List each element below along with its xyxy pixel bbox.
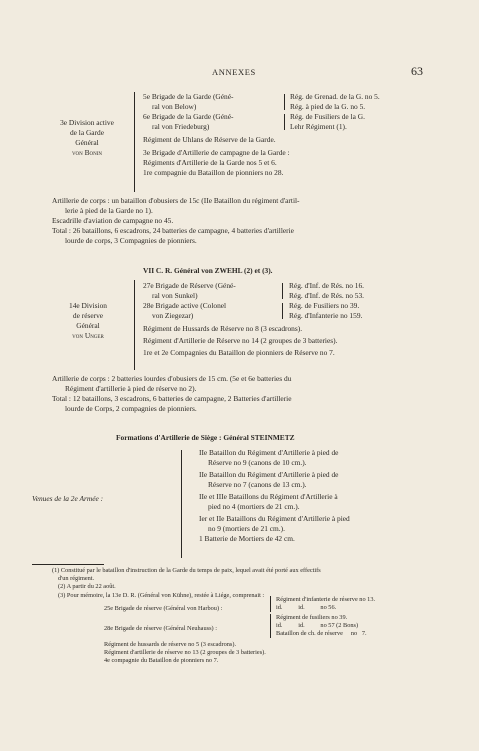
corps-art-2: Artillerie de corps : 2 batteries lourdes d'obusiers de 15 cm. (5e et 6e batteries du Régiment d'artillerie à pied de réserve no 2). Total : 12 bataillons, 3 escadrons, 6 batteries de campagne, 2 Batteries d'artillerie lourde de Corps, 2 compagnies de pionniers.: [52, 374, 292, 413]
div14-label: 14e Division de réserve Général von Unger: [69, 301, 107, 340]
footnote-rule: [32, 564, 104, 565]
div3-label: 3e Division active de la Garde Général von Bonin: [60, 118, 114, 157]
siege-rows: IIe Bataillon du Régiment d'Artillerie à pied de Réserve no 9 (canons de 10 cm.). IIe Bataillon du Régiment d'Artillerie à pied de Réserve no 7 (canons de 13 cm.). IIe et IIIe Bataillons du Régiment d'Artillerie à pied no 4 (mortiers de 21 cm.). Ier et IIe Bataillons du Régiment d'Artillerie à pied no 9 (mortiers de 21 cm.). 1 Batterie de Mortiers de 42 cm.: [199, 448, 350, 543]
page-number: 63: [411, 64, 423, 78]
footnote-b28-label: 28e Brigade de réserve (Général Neuhauss) :: [104, 625, 217, 632]
footnote-b25-items: Régiment d'infanterie de réserve no 13. id. id. no 56.: [276, 596, 376, 612]
div3-right: Rég. de Grenad. de la G. no 5. Rég. à pied de la G. no 5. Rég. de Fusiliers de la G. Lehr Régiment (1).: [290, 92, 380, 131]
siege-brace: [181, 450, 182, 558]
div3-sub-brace-1: [284, 94, 285, 110]
div3-sub-brace-2: [284, 114, 285, 130]
footnote-b25-label: 25e Brigade de réserve (Général von Harbou) :: [104, 605, 223, 612]
div3-rows: 5e Brigade de la Garde (Géné- ral von Below) 6e Brigade de la Garde (Géné- ral von Friedeburg) Régiment de Uhlans de Réserve de la Garde. 3e Brigade d'Artillerie de campagne de la Garde : Régiments d'Artillerie de la Garde nos 5 et 6. 1re compagnie du Bataillon de pionniers no 28.: [143, 92, 290, 177]
running-header: ANNEXES: [212, 67, 256, 77]
div14-sub-brace-2: [282, 303, 283, 319]
div3-brace: [134, 92, 135, 192]
footnote-b25-brace: [270, 596, 271, 612]
corps-art-1: Artillerie de corps : un bataillon d'obusiers de 15c (IIe Bataillon du régiment d'artil- lerie à pied de la Garde no 1). Escadrille d'aviation de campagne no 45. Total : 26 bataillons, 6 escadrons, 24 batteries de campagne, 4 batteries d'artillerie lourde de corps, 3 Compagnies de pionniers.: [52, 196, 300, 245]
siege-label: Venues de la 2e Armée :: [32, 494, 104, 503]
footnotes: (1) Constitué par le bataillon d'instruction de la Garde du temps de paix, lequel avait été porté aux effectifs d'un régiment. (2) A partir du 22 août. (3) Pour mémoire, la 13e D. R. (Général von Kühne), restée à Liége, comprenait :: [52, 567, 321, 599]
vii-title: VII C. R. Général von ZWEHL (2) et (3).: [143, 266, 273, 275]
footnote-b28-brace: [270, 614, 271, 638]
div14-brace: [134, 280, 135, 370]
div14-rows: 27e Brigade de Réserve (Géné- ral von Sunkel) 28e Brigade active (Colonel von Ziegezar) Régiment de Hussards de Réserve no 8 (3 escadrons). Régiment d'Artillerie de Réserve no 14 (2 groupes de 3 batteries). 1re et 2e Compagnies du Bataillon de pionniers de Réserve no 7.: [143, 281, 338, 357]
div14-right: Rég. d'Inf. de Rés. no 16. Rég. d'Inf. de Rés. no 53. Rég. de Fusiliers no 39. Rég. d'Infanterie no 159.: [289, 281, 365, 320]
footnote-tail: Régiment de hussards de réserve no 5 (3 escadrons). Régiment d'artillerie de réserve no 13 (2 groupes de 3 batteries). 4e compagnie du Bataillon de pionniers no 7.: [104, 641, 266, 665]
siege-title: Formations d'Artillerie de Siège : Général STEINMETZ: [116, 433, 295, 442]
div14-sub-brace-1: [282, 283, 283, 299]
footnote-b28-items: Régiment de fusiliers no 39. id. id. no 57 (2 Bons) Bataillon de ch. de réserve no 7.: [276, 614, 367, 638]
